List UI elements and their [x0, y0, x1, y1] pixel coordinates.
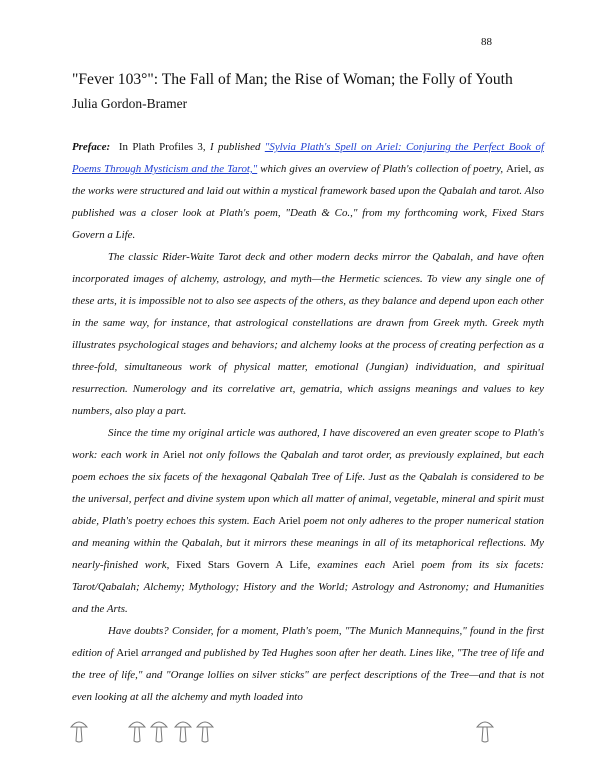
preface-label: Preface:: [72, 141, 111, 153]
preface-paragraph: [72, 136, 544, 246]
article-title: "Fever 103°": The Fall of Man; the Rise of Woman; the Folly of Youth: [72, 71, 513, 88]
book-title-fixed-stars: Fixed Stars Govern A Life,: [176, 559, 311, 571]
preface-text: as the works were structured and laid out within a mystical framework based upon the Qabalah and tarot. Also published was a closer look at Plath's poem, "Death & Co.," from my forthcoming work, Fixed Stars Govern a Life.: [72, 163, 545, 241]
paragraph-text: Since the time my original article was authored, I have discovered an even greater scope to Plath's work: each work in: [72, 427, 544, 461]
paragraph-text: arranged and published by Ted Hughes soon after her death. Lines like, "The tree of life and the tree of life," and "Orange lollies on silver sticks" are perfect descriptions of the Tree—and that is not even looking at all the alchemy and myth loaded into: [72, 647, 544, 703]
paragraph-text: poem not only adheres to the proper numerical station and meaning within the Qabalah, but it mirrors these meanings in all of its metaphorical reflections. My nearly-finished work,: [72, 515, 544, 571]
mushroom-icon: [126, 715, 148, 745]
paragraph-scope: [72, 422, 544, 620]
book-title-ariel: Ariel: [116, 647, 139, 659]
footer-ornament: [68, 715, 508, 751]
preface-text: which gives an overview of Plath's collection of poetry,: [260, 163, 504, 175]
preface-text: I published: [210, 141, 261, 153]
book-title-ariel: Ariel,: [506, 163, 532, 175]
journal-name: Plath Profiles 3,: [132, 141, 206, 153]
mushroom-icon: [474, 715, 496, 745]
paragraph-text: examines each: [317, 559, 386, 571]
article-link[interactable]: "Sylvia Plath's Spell on Ariel: Conjuring the Perfect Book of Poems Through Mysticism and the Tarot,": [72, 141, 544, 175]
paragraph-tarot: The classic Rider-Waite Tarot deck and other modern decks mirror the Qabalah, and have often incorporated images of alchemy, astrology, and myth—the Hermetic sciences. To view any single one of these arts, it is impossible not to also see aspects of the others, as they balance and depend upon each other in the same way, for instance, that astrological constellations are drawn from Greek myth. Greek myth illustrates psychological stages and behaviors; and alchemy looks at the process of creating perfection as a three-fold, simultaneous work of physical matter, emotional (Jungian) individuation, and spiritual resurrection. Numerology and its correlative art, gematria, which assigns meanings and values to key numbers, also play a part.: [72, 251, 544, 417]
mushroom-icon: [68, 715, 90, 745]
book-title-ariel: Ariel: [392, 559, 415, 571]
book-title-ariel: Ariel: [278, 515, 301, 527]
paragraph-doubts: [72, 620, 544, 708]
mushroom-icon: [172, 715, 194, 745]
book-title-ariel: Ariel: [162, 449, 186, 461]
paragraph-text: not only follows the Qabalah and tarot order, as previously explained, but each poem echoes the six facets of the hexagonal Qabalah Tree of Life. Just as the Qabalah is considered to be the universal, perfect and divine system upon which all matter of animal, vegetable, mineral and spirit must abide, Plath's poetry echoes this system. Each: [72, 449, 544, 527]
preface-in: In: [118, 141, 128, 153]
mushroom-icon: [148, 715, 170, 745]
paragraph-text: poem from its six facets: Tarot/Qabalah; Alchemy; Mythology; History and the World; Astrology and Astronomy; and Humanities and the Arts.: [72, 559, 544, 615]
paragraph-text: Have doubts? Consider, for a moment, Plath's poem, "The Munich Mannequins," found in the first edition of: [72, 625, 544, 659]
mushroom-icon: [194, 715, 216, 745]
article-body: [72, 136, 544, 708]
page-number: 88: [481, 36, 492, 48]
author-name: Julia Gordon-Bramer: [72, 96, 188, 111]
